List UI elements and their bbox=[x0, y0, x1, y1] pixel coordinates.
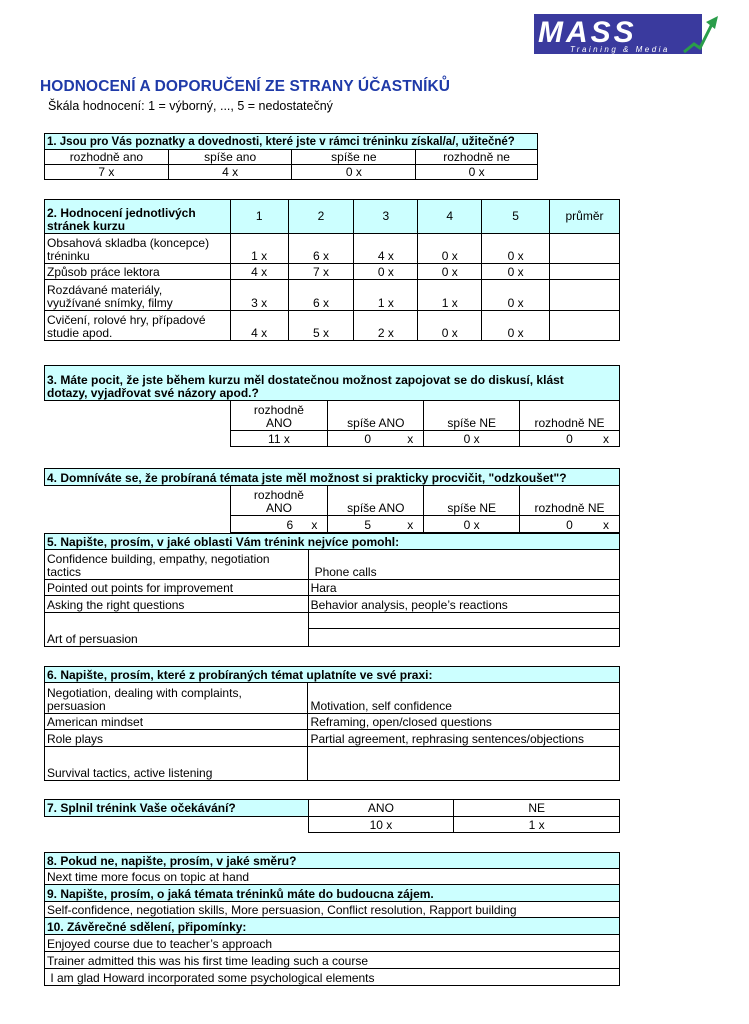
q7-value: 10 x bbox=[308, 817, 454, 833]
q5-answer: Asking the right questions bbox=[45, 596, 309, 613]
q10-answer: Trainer admitted this was his first time leading such a course bbox=[45, 952, 620, 969]
q5-answer: Behavior analysis, people’s reactions bbox=[308, 596, 619, 613]
q2-cell: 0 x bbox=[418, 234, 482, 264]
q5-answer: Pointed out points for improvement bbox=[45, 580, 309, 596]
q6-answer: American mindset bbox=[45, 714, 308, 730]
q2-cell: 6 x bbox=[288, 234, 354, 264]
q10-answer: Enjoyed course due to teacher’s approach bbox=[45, 935, 620, 952]
q1-header: rozhodně ne bbox=[416, 150, 538, 165]
q4-header: rozhodně NE bbox=[520, 486, 620, 516]
q1-header: spíše ne bbox=[292, 150, 416, 165]
q2-cell: 4 x bbox=[230, 311, 288, 341]
q6-answer bbox=[308, 747, 620, 781]
q4-table bbox=[44, 468, 620, 533]
q1-header: spíše ano bbox=[168, 150, 292, 165]
q4-header: spíše ANO bbox=[328, 486, 424, 516]
q2-cell: 0 x bbox=[482, 234, 550, 264]
q2-cell: 5 x bbox=[288, 311, 354, 341]
q1-value: 0 x bbox=[292, 165, 416, 180]
q2-header: 3 bbox=[354, 200, 418, 234]
q5-table bbox=[44, 533, 620, 647]
q4-question: 4. Domníváte se, že probíraná témata jste měl možnost si prakticky procvičit, "odzkoušet"? bbox=[45, 469, 620, 486]
q2-cell: 1 x bbox=[230, 234, 288, 264]
q3-table bbox=[44, 365, 620, 447]
mass-logo bbox=[534, 10, 724, 58]
q4-value: 0 x bbox=[424, 516, 520, 533]
spacer bbox=[45, 486, 231, 516]
q7-table bbox=[44, 799, 620, 833]
q2-header: 5 bbox=[482, 200, 550, 234]
q2-average-cell bbox=[550, 264, 620, 280]
q3-value: 0 x bbox=[520, 431, 620, 447]
q6-answer: Partial agreement, rephrasing sentences/objections bbox=[308, 730, 620, 747]
q7-value: 1 x bbox=[454, 817, 620, 833]
q2-cell: 6 x bbox=[288, 280, 354, 311]
q9-answer: Self-confidence, negotiation skills, More persuasion, Conflict resolution, Rapport building bbox=[45, 902, 620, 918]
q8-q10-table bbox=[44, 852, 620, 986]
q3-header: rozhodně ANO bbox=[230, 401, 328, 431]
q7-header: NE bbox=[454, 800, 620, 817]
q1-header: rozhodně ano bbox=[45, 150, 169, 165]
q5-answer: Phone calls bbox=[308, 550, 619, 580]
q2-header: 4 bbox=[418, 200, 482, 234]
q5-answer: Confidence building, empathy, negotiation tactics bbox=[45, 550, 309, 580]
q2-cell: 4 x bbox=[230, 264, 288, 280]
q2-cell: 0 x bbox=[418, 311, 482, 341]
q3-value: 0 x bbox=[328, 431, 424, 447]
q2-cell: 0 x bbox=[354, 264, 418, 280]
q2-table bbox=[44, 199, 620, 341]
q6-answer: Negotiation, dealing with complaints, persuasion bbox=[45, 683, 308, 714]
q6-answer: Reframing, open/closed questions bbox=[308, 714, 620, 730]
q1-question: 1. Jsou pro Vás poznatky a dovednosti, které jste v rámci tréninku získal/a/, užitečné? bbox=[45, 134, 538, 150]
q1-table bbox=[44, 133, 538, 180]
q4-value: 6 x bbox=[230, 516, 328, 533]
rating-scale: Škála hodnocení: 1 = výborný, ..., 5 = nedostatečný bbox=[48, 99, 333, 113]
q2-cell: 2 x bbox=[354, 311, 418, 341]
spacer bbox=[45, 516, 231, 533]
q3-header: spíše NE bbox=[424, 401, 520, 431]
q2-cell: 3 x bbox=[230, 280, 288, 311]
q7-header: ANO bbox=[308, 800, 454, 817]
q4-value: 5 x bbox=[328, 516, 424, 533]
q2-cell: 0 x bbox=[482, 311, 550, 341]
spacer bbox=[45, 817, 309, 833]
q2-average-cell bbox=[550, 234, 620, 264]
q1-value: 4 x bbox=[168, 165, 292, 180]
q6-answer: Motivation, self confidence bbox=[308, 683, 620, 714]
q5-answer bbox=[308, 613, 619, 647]
q2-cell: 0 x bbox=[482, 264, 550, 280]
q6-answer: Survival tactics, active listening bbox=[45, 747, 308, 781]
q2-row-label: Cvičení, rolové hry, případové studie apod. bbox=[45, 311, 231, 341]
q2-average-cell bbox=[550, 311, 620, 341]
q1-value: 7 x bbox=[45, 165, 169, 180]
q7-question: 7. Splnil trénink Vaše očekávání? bbox=[45, 800, 309, 817]
page-title: HODNOCENÍ A DOPORUČENÍ ZE STRANY ÚČASTNÍKŮ bbox=[40, 78, 451, 95]
q2-row-label: Způsob práce lektora bbox=[45, 264, 231, 280]
q6-question: 6. Napište, prosím, které z probíraných témat uplatníte ve své praxi: bbox=[45, 667, 620, 683]
q2-title: 2. Hodnocení jednotlivých stránek kurzu bbox=[45, 200, 231, 234]
q3-question: 3. Máte pocit, že jste během kurzu měl dostatečnou možnost zapojovat se do diskusí, klást dotazy, vyjadřovat své názory apod.? bbox=[45, 366, 620, 401]
q10-question: 10. Závěrečné sdělení, připomínky: bbox=[45, 918, 620, 935]
spacer bbox=[45, 401, 231, 431]
q9-question: 9. Napište, prosím, o jaká témata tréninků máte do budoucna zájem. bbox=[45, 885, 620, 902]
q4-value: 0 x bbox=[520, 516, 620, 533]
q5-answer: Art of persuasion bbox=[45, 613, 309, 647]
q8-question: 8. Pokud ne, napište, prosím, v jaké směru? bbox=[45, 853, 620, 869]
q2-cell: 7 x bbox=[288, 264, 354, 280]
q2-row-label: Obsahová skladba (koncepce) tréninku bbox=[45, 234, 231, 264]
spacer bbox=[45, 431, 231, 447]
q1-value: 0 x bbox=[416, 165, 538, 180]
q3-header: rozhodně NE bbox=[520, 401, 620, 431]
q2-row-label: Rozdávané materiály, využívané snímky, filmy bbox=[45, 280, 231, 311]
q3-header: spíše ANO bbox=[328, 401, 424, 431]
q6-table bbox=[44, 666, 620, 781]
q10-answer: I am glad Howard incorporated some psychological elements bbox=[45, 969, 620, 986]
q2-cell: 1 x bbox=[354, 280, 418, 311]
svg-text:Training & Media: Training & Media bbox=[570, 45, 670, 54]
q4-header: spíše NE bbox=[424, 486, 520, 516]
q2-header-average: průměr bbox=[550, 200, 620, 234]
q4-header: rozhodně ANO bbox=[230, 486, 328, 516]
q2-cell: 1 x bbox=[418, 280, 482, 311]
q5-answer: Hara bbox=[308, 580, 619, 596]
q5-question: 5. Napište, prosím, v jaké oblasti Vám trénink nejvíce pomohl: bbox=[45, 534, 620, 550]
q8-answer: Next time more focus on topic at hand bbox=[45, 869, 620, 885]
q3-value: 11 x bbox=[230, 431, 328, 447]
q2-average-cell bbox=[550, 280, 620, 311]
q2-cell: 0 x bbox=[482, 280, 550, 311]
q2-header: 2 bbox=[288, 200, 354, 234]
q2-cell: 0 x bbox=[418, 264, 482, 280]
q3-value: 0 x bbox=[424, 431, 520, 447]
q6-answer: Role plays bbox=[45, 730, 308, 747]
q2-header: 1 bbox=[230, 200, 288, 234]
svg-text:MASS: MASS bbox=[538, 16, 637, 49]
q2-cell: 4 x bbox=[354, 234, 418, 264]
